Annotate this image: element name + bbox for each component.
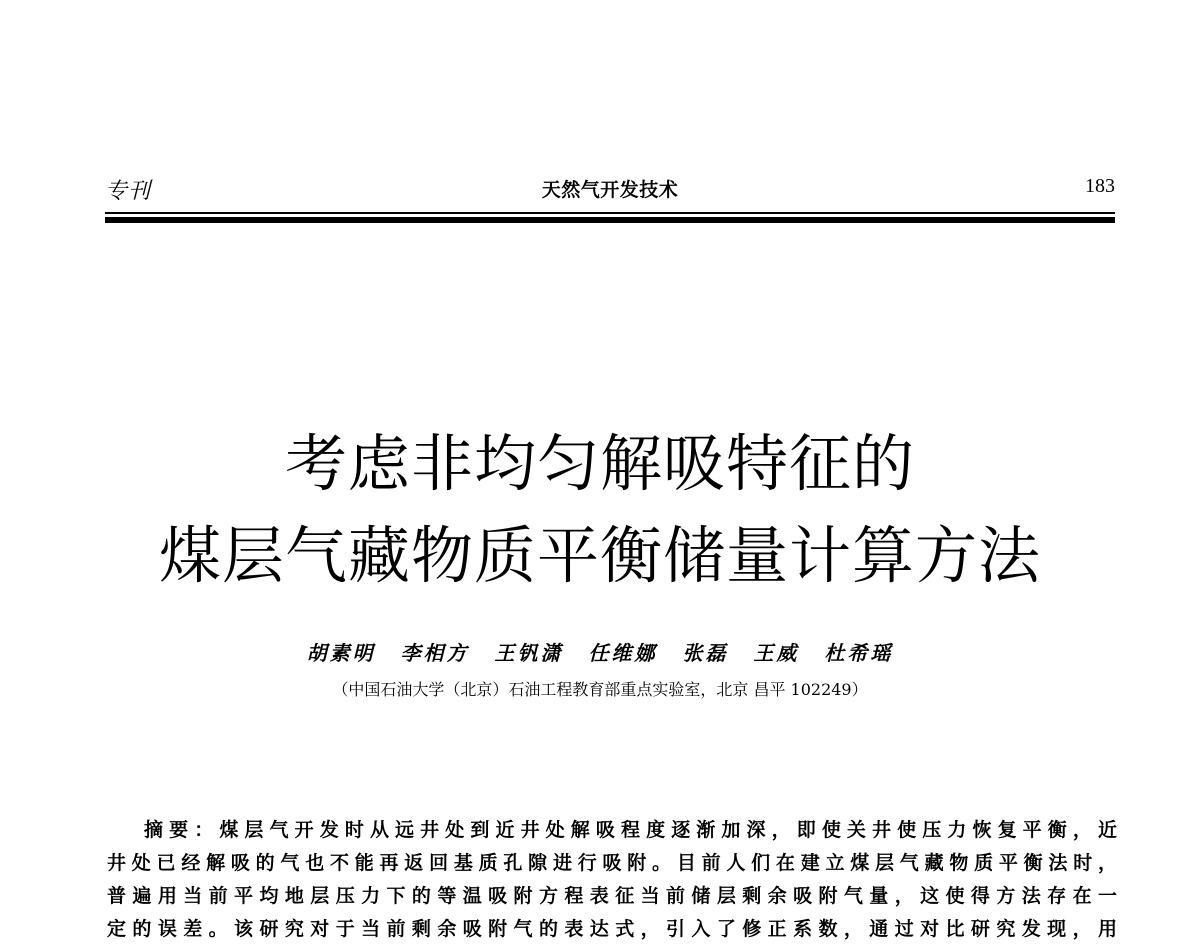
special-issue-label: 专刊 (105, 179, 152, 204)
abstract-line: 定的误差。该研究对于当前剩余吸附气的表达式，引入了修正系数，通过对比研究发现，用 (107, 918, 1117, 940)
title-line-2: 煤层气藏物质平衡储量计算方法 (158, 519, 1041, 592)
abstract-line: 摘要：煤层气开发时从远井处到近井处解吸程度逐渐加深，即使关井使压力恢复平衡，近 (144, 819, 1117, 841)
abstract-line: 普遍用当前平均地层压力下的等温吸附方程表征当前储层剩余吸附气量，这使得方法存在一 (107, 885, 1117, 907)
journal-name: 天然气开发技术 (541, 179, 679, 201)
author-name: 李相方 (400, 641, 470, 665)
author-name: 王钒潇 (494, 641, 564, 665)
abstract-line: 井处已经解吸的气也不能再返回基质孔隙进行吸附。目前人们在建立煤层气藏物质平衡法时， (107, 852, 1117, 874)
title-line-1: 考虑非均匀解吸特征的 (284, 427, 915, 500)
header-rule-thin (105, 212, 1115, 214)
article-title (0, 418, 1200, 602)
abstract (107, 814, 1117, 946)
author-name: 任维娜 (588, 641, 658, 665)
page-number: 183 (1085, 175, 1115, 197)
author-name: 杜希瑶 (824, 641, 894, 665)
author-list (0, 640, 1200, 666)
header-rule-thick (105, 217, 1115, 223)
author-name: 胡素明 (306, 641, 376, 665)
running-header (105, 170, 1115, 210)
author-name: 张磊 (682, 641, 729, 665)
affiliation: （中国石油大学（北京）石油工程教育部重点实验室，北京 昌平 102249） (332, 680, 868, 699)
author-name: 王威 (753, 641, 800, 665)
